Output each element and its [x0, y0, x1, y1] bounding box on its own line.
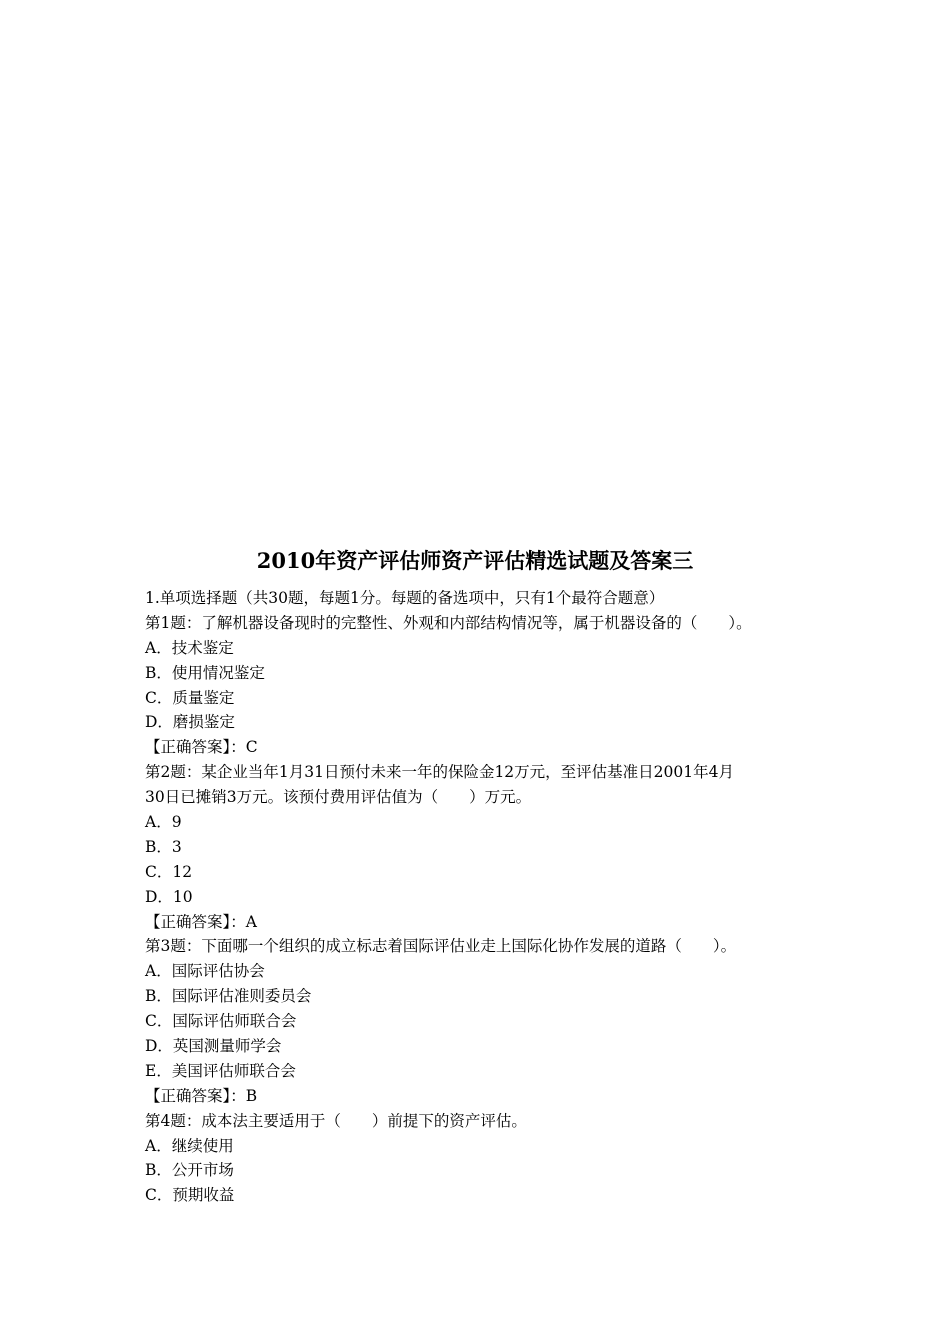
question-3-option-a: A．国际评估协会 — [145, 962, 265, 981]
question-2-option-b: B．3 — [145, 837, 182, 856]
question-2-answer: 【正确答案】：A — [145, 912, 257, 931]
question-1-option-b: B．使用情况鉴定 — [145, 663, 265, 682]
question-2-stem-line2: 30日已摊销3万元。该预付费用评估值为（ ）万元。 — [145, 788, 532, 807]
question-4-stem: 第4题：成本法主要适用于（ ）前提下的资产评估。 — [145, 1111, 527, 1130]
question-2-stem-line1: 第2题：某企业当年1月31日预付未来一年的保险金12万元，至评估基准日2001年4月 — [145, 763, 734, 782]
question-1-option-a: A．技术鉴定 — [145, 638, 234, 657]
question-3-option-d: D．英国测量师学会 — [145, 1037, 282, 1056]
question-1-stem: 第1题：了解机器设备现时的完整性、外观和内部结构情况等，属于机器设备的（ ）。 — [145, 613, 752, 632]
question-1-answer: 【正确答案】：C — [145, 738, 258, 757]
document-body — [145, 586, 815, 1208]
question-2-option-d: D．10 — [145, 887, 193, 906]
question-3-option-e: E．美国评估师联合会 — [145, 1061, 296, 1080]
question-1-option-c: C．质量鉴定 — [145, 688, 235, 707]
question-3-stem: 第3题：下面哪一个组织的成立标志着国际评估业走上国际化协作发展的道路（ ）。 — [145, 937, 737, 956]
question-3-answer: 【正确答案】：B — [145, 1086, 258, 1105]
question-4-option-c: C．预期收益 — [145, 1186, 235, 1205]
question-1-option-d: D．磨损鉴定 — [145, 713, 235, 732]
question-4-option-a: A．继续使用 — [145, 1136, 234, 1155]
question-3-option-b: B．国际评估准则委员会 — [145, 987, 312, 1006]
document-title: 2010年资产评估师资产评估精选试题及答案三 — [256, 548, 694, 573]
question-2-option-c: C．12 — [145, 862, 193, 881]
question-2-option-a: A．9 — [145, 813, 182, 832]
section-intro: 1.单项选择题（共30题，每题1分。每题的备选项中，只有1个最符合题意） — [145, 589, 665, 607]
question-4-option-b: B．公开市场 — [145, 1161, 234, 1180]
question-3-option-c: C．国际评估师联合会 — [145, 1012, 297, 1031]
